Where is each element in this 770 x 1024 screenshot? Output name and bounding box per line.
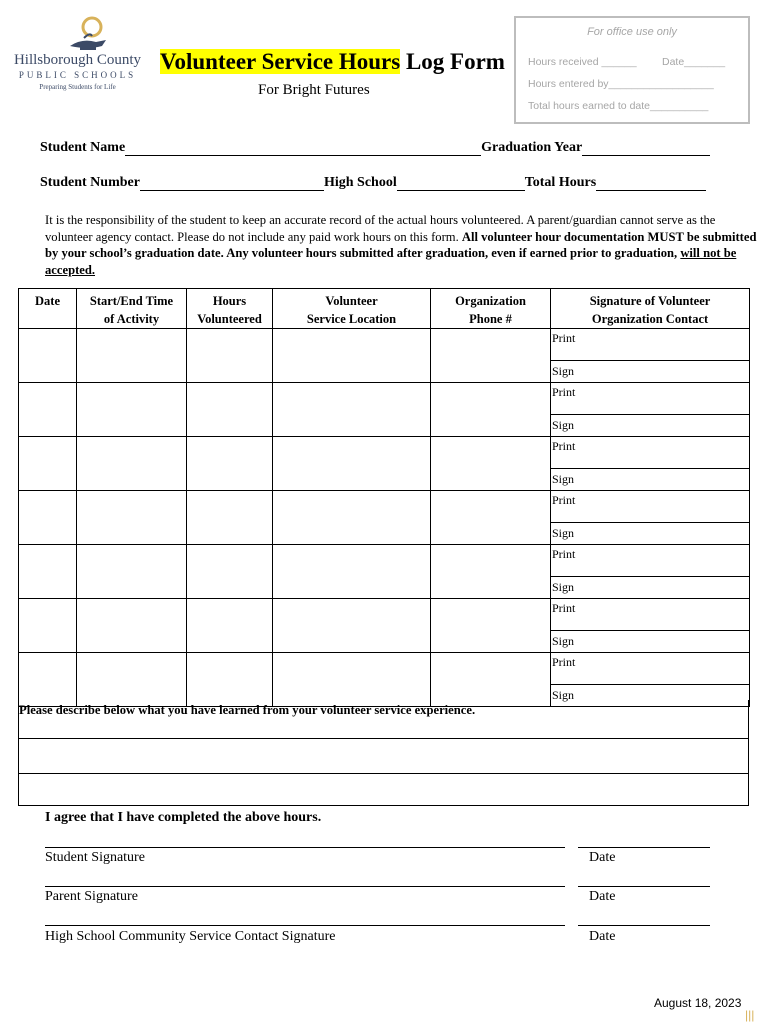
col-header-signature: Signature of Volunteer Organization Contact	[551, 289, 750, 329]
print-label[interactable]: Print	[552, 547, 576, 561]
location-cell[interactable]	[273, 653, 431, 707]
form-title-highlight: Volunteer Service Hours	[160, 49, 401, 74]
parent-date-label: Date	[589, 889, 616, 904]
print-label[interactable]: Print	[552, 493, 576, 507]
hours-entered-field[interactable]: Hours entered by__________________	[528, 78, 714, 90]
contact-date-label: Date	[589, 929, 616, 944]
high-school-label: High School	[323, 175, 397, 190]
parent-signature-line[interactable]	[45, 886, 565, 887]
graduation-year-field[interactable]	[582, 141, 710, 156]
time-cell[interactable]	[77, 599, 187, 653]
print-label[interactable]: Print	[552, 331, 576, 345]
signature-divider	[551, 360, 749, 361]
location-cell[interactable]	[273, 329, 431, 383]
phone-cell[interactable]	[431, 545, 551, 599]
office-use-box	[514, 16, 750, 124]
location-cell[interactable]	[273, 437, 431, 491]
signature-cell	[551, 653, 750, 707]
total-hours-field[interactable]	[596, 176, 706, 191]
signature-divider	[551, 630, 749, 631]
sign-label[interactable]: Sign	[552, 580, 575, 594]
student-number-label: Student Number	[40, 175, 140, 190]
signature-cell-inner	[551, 437, 749, 490]
hours-cell[interactable]	[187, 599, 273, 653]
time-cell[interactable]	[77, 437, 187, 491]
print-label[interactable]: Print	[552, 655, 576, 669]
signature-divider	[551, 576, 749, 577]
sign-label[interactable]: Sign	[552, 472, 575, 486]
table-row	[19, 491, 750, 545]
table-row	[19, 437, 750, 491]
date-cell[interactable]	[19, 653, 77, 707]
student-name-label: Student Name	[40, 140, 126, 155]
district-schools: PUBLIC SCHOOLS	[18, 70, 137, 80]
instructions-not-accepted: will not be accepted.	[45, 246, 737, 277]
contact-signature-line[interactable]	[45, 925, 565, 926]
location-cell[interactable]	[273, 545, 431, 599]
student-signature-label: Student Signature	[45, 850, 145, 865]
hours-cell[interactable]	[187, 383, 273, 437]
parent-date-line[interactable]	[578, 886, 710, 887]
form-subtitle: For Bright Futures	[258, 82, 370, 98]
form-title-rest: Log Form	[400, 49, 505, 74]
time-cell[interactable]	[77, 545, 187, 599]
student-name-field[interactable]	[125, 141, 481, 156]
district-name: Hillsborough County	[13, 52, 142, 68]
col-header-phone: Organization Phone #	[431, 289, 551, 329]
instructions-text: It is the responsibility of the student to keep an accurate record of the actual hours volunteered. A parent/guardian cannot serve as the volunteer agency contact. Please do not include any paid work hours on this form.	[45, 213, 716, 244]
table-row	[19, 599, 750, 653]
learned-prompt: Please describe below what you have learned from your volunteer service experience.	[19, 703, 476, 717]
time-cell[interactable]	[77, 329, 187, 383]
table-row	[19, 545, 750, 599]
student-number-row	[40, 175, 706, 191]
hours-received-field[interactable]: Hours received ______	[528, 56, 637, 68]
phone-cell[interactable]	[431, 491, 551, 545]
signature-cell-inner	[551, 491, 749, 544]
signature-cell-inner	[551, 599, 749, 652]
date-cell[interactable]	[19, 491, 77, 545]
hours-cell[interactable]	[187, 491, 273, 545]
hours-cell[interactable]	[187, 545, 273, 599]
signature-cell	[551, 491, 750, 545]
signature-cell	[551, 599, 750, 653]
sign-label[interactable]: Sign	[552, 634, 575, 648]
volunteer-log-table	[18, 288, 750, 707]
time-cell[interactable]	[77, 383, 187, 437]
learned-section[interactable]	[18, 700, 749, 806]
col-header-location: Volunteer Service Location	[273, 289, 431, 329]
form-title	[160, 49, 505, 75]
graduation-year-label: Graduation Year	[481, 140, 583, 155]
student-signature-line[interactable]	[45, 847, 565, 848]
sign-label[interactable]: Sign	[552, 526, 575, 540]
date-cell[interactable]	[19, 329, 77, 383]
signature-divider	[551, 468, 749, 469]
total-hours-label: Total Hours	[524, 175, 597, 190]
time-cell[interactable]	[77, 653, 187, 707]
signature-cell	[551, 329, 750, 383]
signature-cell-inner	[551, 383, 749, 436]
learned-line	[19, 738, 748, 739]
contact-signature-label: High School Community Service Contact Signature	[45, 929, 336, 944]
table-row	[19, 329, 750, 383]
date-cell[interactable]	[19, 599, 77, 653]
col-header-date: Date	[19, 289, 77, 329]
phone-cell[interactable]	[431, 599, 551, 653]
table-header-row	[19, 289, 750, 329]
signature-divider	[551, 414, 749, 415]
table-row	[19, 653, 750, 707]
signature-cell	[551, 545, 750, 599]
total-hours-earned-field[interactable]: Total hours earned to date__________	[528, 100, 709, 112]
signature-cell	[551, 383, 750, 437]
hours-cell[interactable]	[187, 653, 273, 707]
phone-cell[interactable]	[431, 653, 551, 707]
location-cell[interactable]	[273, 383, 431, 437]
signature-cell-inner	[551, 653, 749, 706]
office-date-field[interactable]: Date_______	[662, 56, 726, 68]
student-date-label: Date	[589, 850, 616, 865]
date-cell[interactable]	[19, 545, 77, 599]
signature-divider	[551, 684, 749, 685]
district-tagline: Preparing Students for Life	[39, 83, 116, 91]
lamp-of-learning-icon	[62, 14, 112, 54]
instructions-deadline: All volunteer hour documentation MUST be submitted by your school’s graduation date. Any volunteer hours submitted after graduation, even if earned prior to graduation,	[45, 229, 757, 260]
print-label[interactable]: Print	[552, 385, 576, 399]
phone-cell[interactable]	[431, 329, 551, 383]
phone-cell[interactable]	[431, 437, 551, 491]
page-mark: |||	[745, 1008, 755, 1022]
location-cell[interactable]	[273, 599, 431, 653]
print-label[interactable]: Print	[552, 601, 576, 615]
col-header-hours: Hours Volunteered	[187, 289, 273, 329]
print-label[interactable]: Print	[552, 439, 576, 453]
hours-cell[interactable]	[187, 329, 273, 383]
student-date-line[interactable]	[578, 847, 710, 848]
high-school-field[interactable]	[397, 176, 525, 191]
sign-label[interactable]: Sign	[552, 364, 575, 378]
signature-cell-inner	[551, 329, 749, 382]
phone-cell[interactable]	[431, 383, 551, 437]
location-cell[interactable]	[273, 491, 431, 545]
contact-date-line[interactable]	[578, 925, 710, 926]
signature-divider	[551, 522, 749, 523]
sign-label[interactable]: Sign	[552, 418, 575, 432]
student-number-field[interactable]	[140, 176, 324, 191]
agreement-statement: I agree that I have completed the above hours.	[45, 810, 322, 825]
date-cell[interactable]	[19, 437, 77, 491]
instructions-paragraph	[45, 212, 757, 278]
signature-cell	[551, 437, 750, 491]
footer-date: August 18, 2023	[654, 996, 742, 1010]
learned-line	[19, 773, 748, 774]
office-use-heading: For office use only	[587, 26, 677, 38]
table-row	[19, 383, 750, 437]
date-cell[interactable]	[19, 383, 77, 437]
district-logo	[10, 12, 145, 91]
signature-cell-inner	[551, 545, 749, 598]
hours-cell[interactable]	[187, 437, 273, 491]
parent-signature-label: Parent Signature	[45, 889, 138, 904]
col-header-time: Start/End Time of Activity	[77, 289, 187, 329]
student-name-row	[40, 140, 710, 156]
sign-label[interactable]: Sign	[552, 688, 575, 702]
time-cell[interactable]	[77, 491, 187, 545]
